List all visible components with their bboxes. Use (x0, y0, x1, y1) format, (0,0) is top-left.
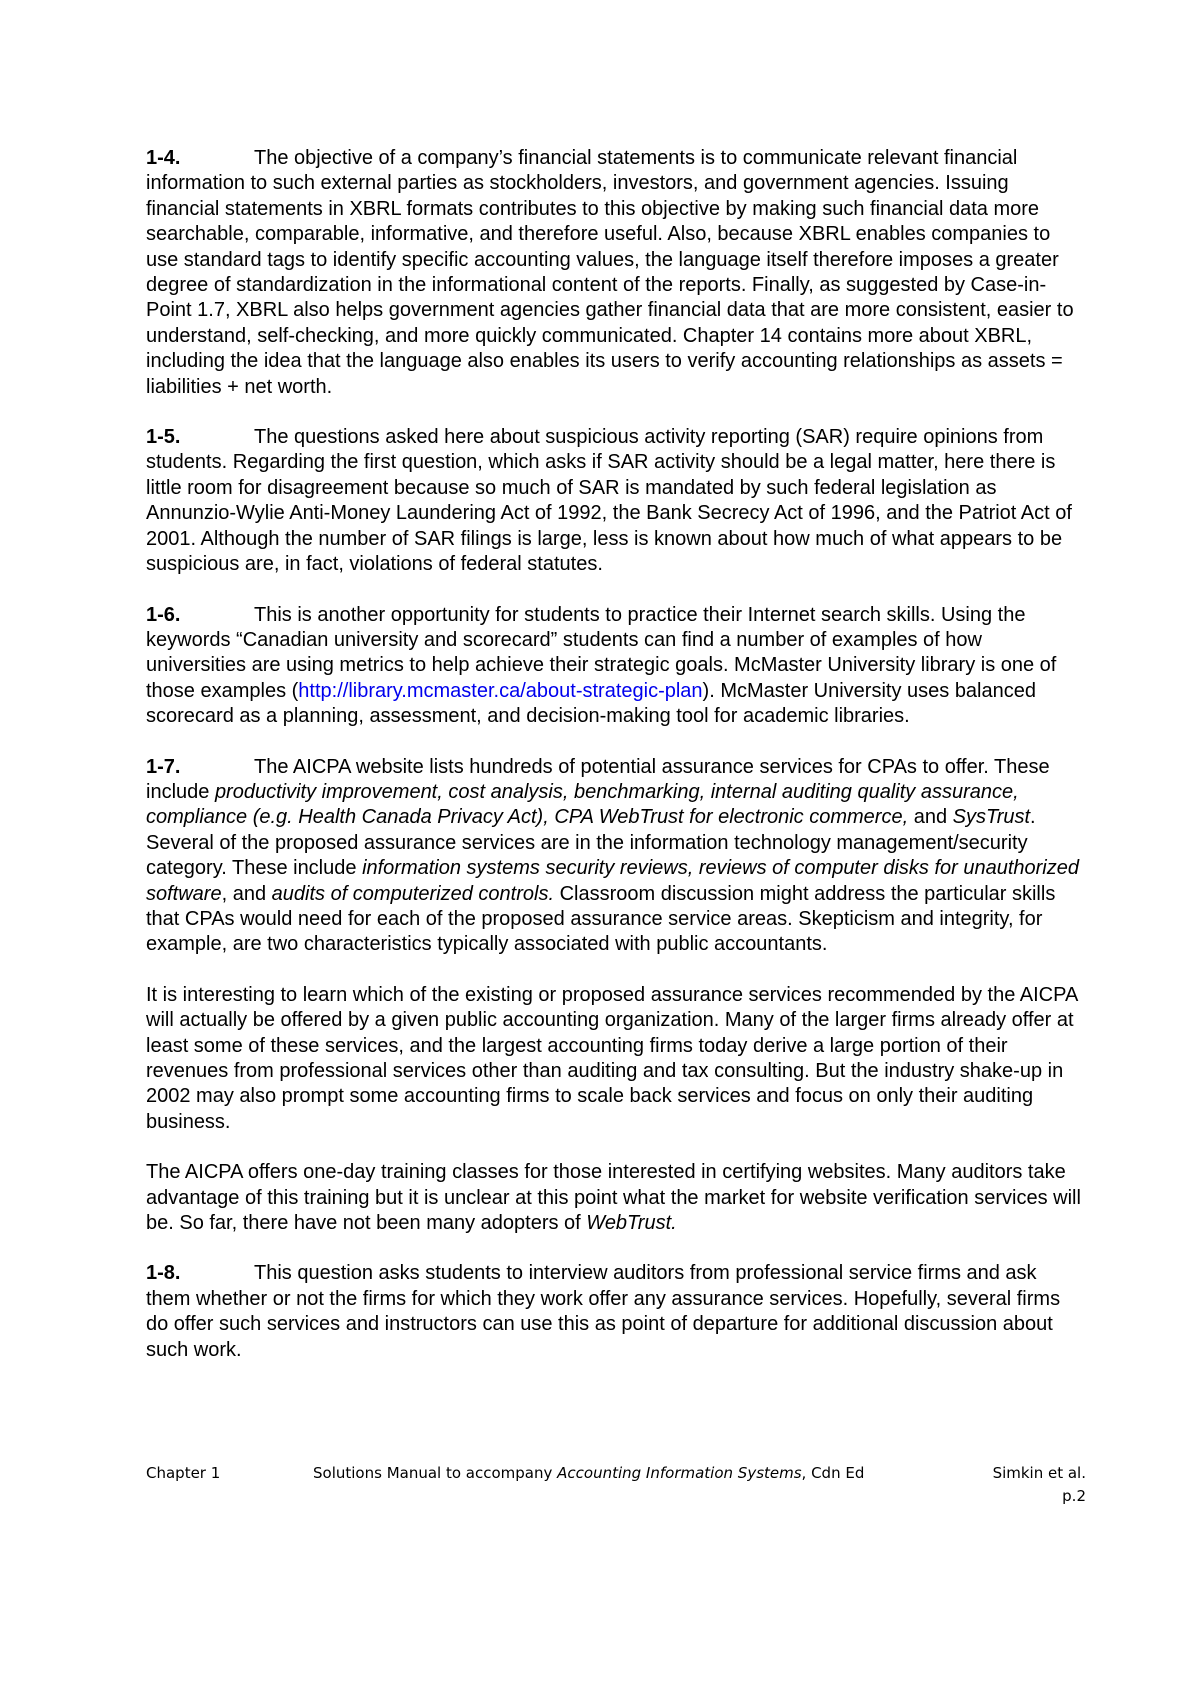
italic-text: SysTrust (952, 806, 1031, 829)
paragraph-text: ). McMaster University uses balanced scorecard as a planning, assessment, and decision-making tool for academic libraries. (146, 679, 1036, 728)
question-number: 1-7. (146, 755, 181, 778)
paragraph-text: . Several of the proposed assurance services are in the information technology management/security category. These include (146, 806, 1036, 880)
italic-text: information systems security reviews, reviews of computer disks for unauthorized software (146, 857, 1079, 905)
paragraph-text: Classroom discussion might address the particular skills that CPAs would need for each of the proposed assurance service areas. Skepticism and integrity, for example, are two characteristics typically associated with public accountants. (146, 882, 1056, 956)
footer-chapter: Chapter 1 (146, 1464, 221, 1482)
paragraph (146, 425, 1086, 577)
footer-page-number: p.2 (1062, 1487, 1086, 1505)
footer-authors: Simkin et al. (992, 1464, 1086, 1482)
page-footer (146, 1462, 1086, 1508)
italic-text: audits of computerized controls. (271, 882, 555, 905)
paragraph-text: and (908, 806, 953, 829)
paragraph-text: It is interesting to learn which of the existing or proposed assurance services recommended by the AICPA will actually be offered by a given public accounting organization. Many of the larger firms already offer at least some of these services, and the largest accounting firms today derive a large portion of their revenues from professional services other than auditing and tax consulting. But the industry shake-up in 2002 may also prompt some accounting firms to scale back services and focus on only their auditing business. (146, 983, 1078, 1133)
question-number: 1-5. (146, 426, 181, 449)
italic-text: productivity improvement, cost analysis, benchmarking, internal auditing quality assurance, compliance (e.g. Health Canada Privacy Act), CPA WebTrust for electronic commerce, (146, 780, 1019, 829)
italic-text: WebTrust. (586, 1212, 677, 1235)
paragraph-text: , and (221, 882, 272, 905)
hyperlink[interactable]: http://library.mcmaster.ca/about-strategic-plan (298, 679, 703, 702)
footer-suffix: , Cdn Ed (801, 1464, 865, 1482)
paragraph (146, 1160, 1086, 1236)
paragraph (146, 146, 1086, 400)
paragraph (146, 755, 1086, 958)
paragraph-text: This question asks students to interview auditors from professional service firms and ask them whether or not the firms for which they work offer any assurance services. Hopefully, several firms do offer such services and instructors can use this as point of departure for additional discussion about such work. (146, 1262, 1061, 1361)
footer-title-italic: Accounting Information Systems (557, 1464, 802, 1482)
document-body (146, 146, 1086, 1388)
question-number: 1-6. (146, 603, 181, 626)
paragraph-text: The objective of a company’s financial statements is to communicate relevant financial information to such external parties as stockholders, investors, and government agencies. Issuing financial statements in XBRL formats contributes to this objective by making such financial data more searchable, comparable, informative, and therefore useful. Also, because XBRL enables companies to use standard tags to identify specific accounting values, the language itself therefore imposes a greater degree of standardization in the informational content of the reports. Finally, as suggested by Case-in-Point 1.7, XBRL also helps government agencies gather financial data that are more consistent, easier to understand, self-checking, and more quickly communicated. Chapter 14 contains more about XBRL, including the idea that the language also enables its users to verify accounting relationships as assets = liabilities + net worth. (146, 147, 1074, 398)
paragraph (146, 983, 1086, 1135)
footer-book-title (313, 1462, 864, 1485)
question-number: 1-8. (146, 1262, 181, 1285)
paragraph (146, 1261, 1086, 1363)
paragraph (146, 603, 1086, 730)
paragraph-text: The AICPA website lists hundreds of potential assurance services for CPAs to offer. These include (146, 755, 1050, 803)
footer-prefix: Solutions Manual to accompany (313, 1464, 558, 1482)
paragraph-text: The questions asked here about suspicious activity reporting (SAR) require opinions from students. Regarding the first question, which asks if SAR activity should be a legal matter, here there is little room for disagreement because so much of SAR is mandated by such federal legislation as Annunzio-Wylie Anti-Money Laundering Act of 1992, the Bank Secrecy Act of 1996, and the Patriot Act of 2001. Although the number of SAR filings is large, less is known about how much of what appears to be suspicious are, in fact, violations of federal statutes. (146, 426, 1072, 576)
paragraph-text: This is another opportunity for students to practice their Internet search skills. Using the keywords “Canadian university and scorecard” students can find a number of examples of how universities are using metrics to help achieve their strategic goals. McMaster University library is one of those examples ( (146, 603, 1057, 702)
question-number: 1-4. (146, 147, 181, 169)
paragraph-text: The AICPA offers one-day training classes for those interested in certifying websites. Many auditors take advantage of this training but it is unclear at this point what the market for website verification services will be. So far, there have not been many adopters of (146, 1161, 1081, 1235)
